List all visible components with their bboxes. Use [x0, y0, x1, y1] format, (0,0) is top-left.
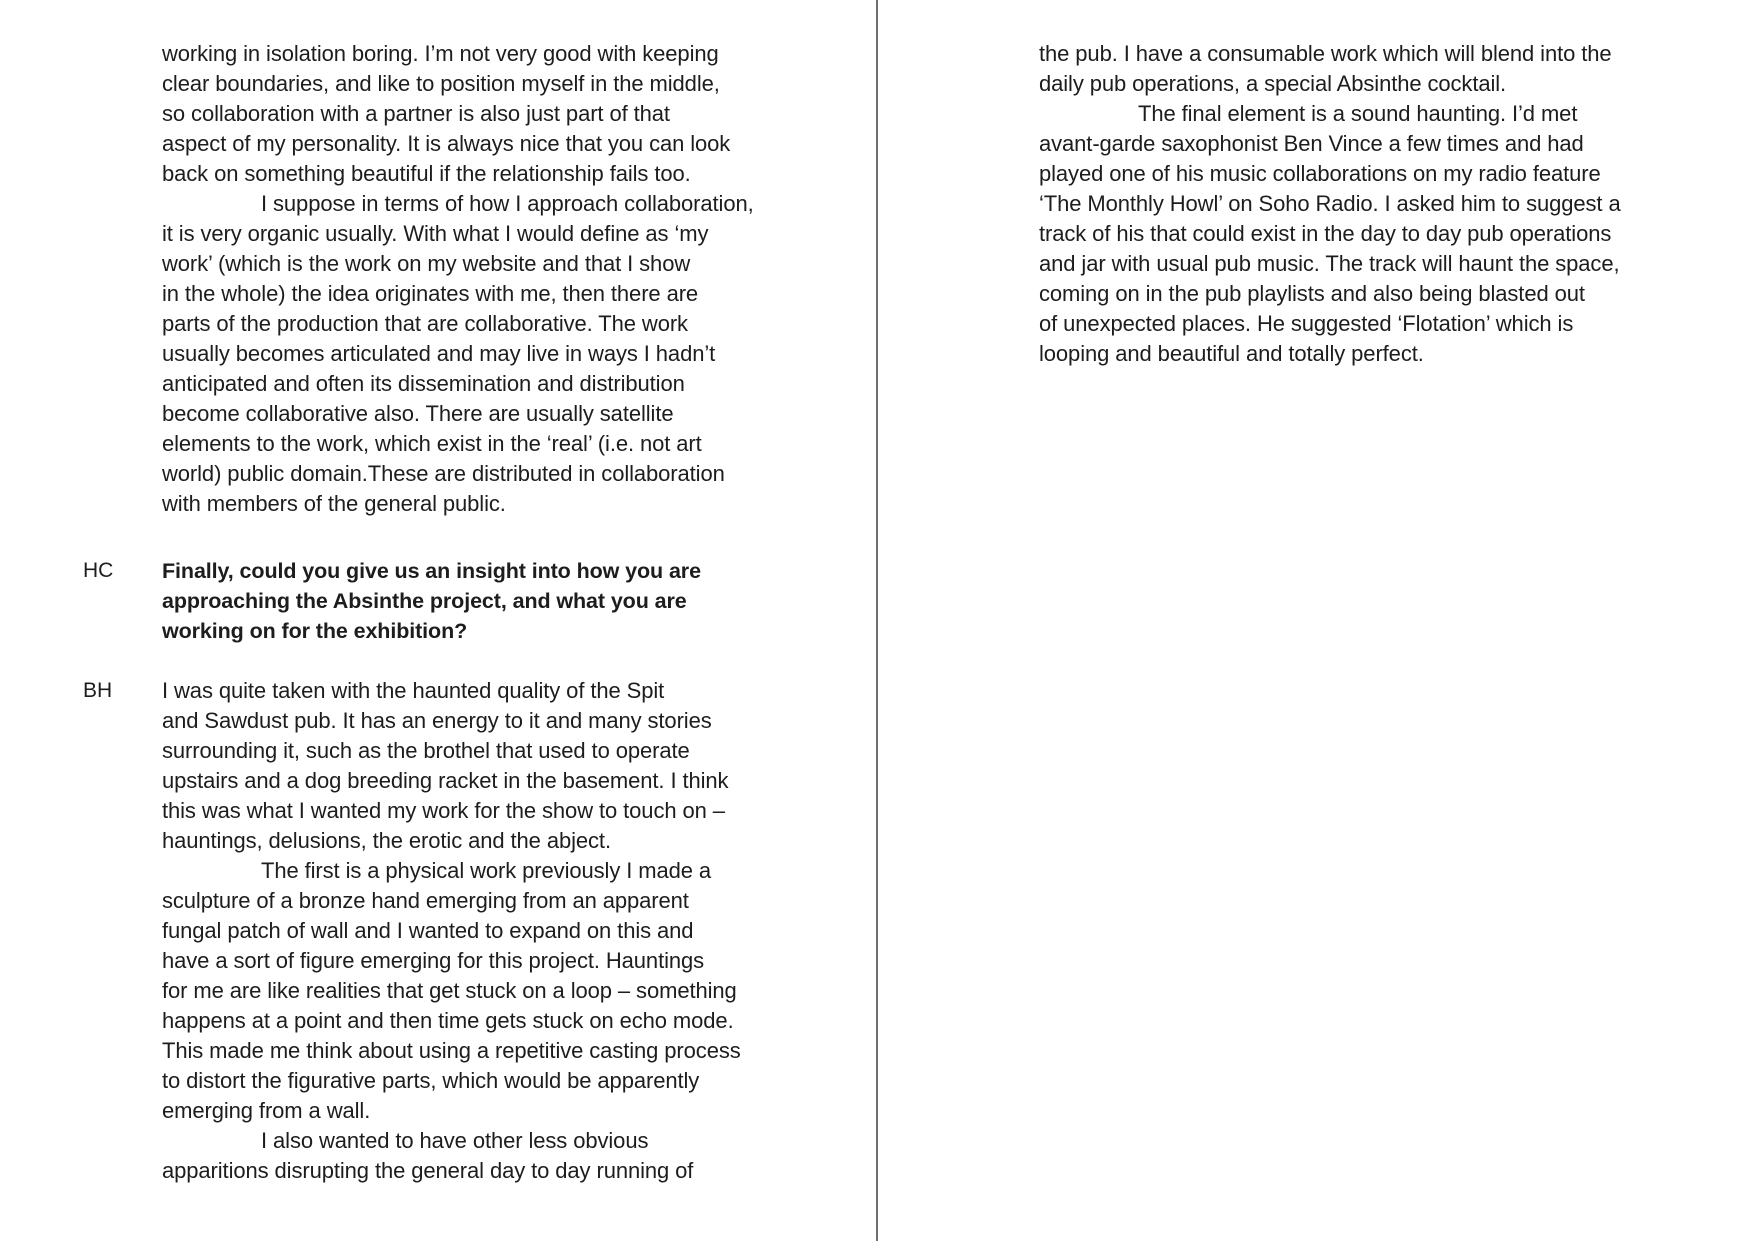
body-line: track of his that could exist in the day to day pub operations	[1039, 221, 1612, 246]
body-line: ‘The Monthly Howl’ on Soho Radio. I asked him to suggest a	[1039, 191, 1621, 216]
answer-line: I was quite taken with the haunted quality of the Spit	[162, 678, 665, 703]
answer-line: this was what I wanted my work for the show to touch on –	[162, 798, 725, 823]
body-line: avant-garde saxophonist Ben Vince a few times and had	[1039, 131, 1584, 156]
body-line: of unexpected places. He suggested ‘Flotation’ which is	[1039, 311, 1574, 336]
answer-line: sculpture of a bronze hand emerging from an apparent	[162, 888, 689, 913]
body-line: so collaboration with a partner is also just part of that	[162, 101, 670, 126]
body-line: the pub. I have a consumable work which will blend into the	[1039, 41, 1612, 66]
body-line: working in isolation boring. I’m not very good with keeping	[162, 41, 719, 66]
body-line: work’ (which is the work on my website and that I show	[162, 251, 691, 276]
body-line: daily pub operations, a special Absinthe cocktail.	[1039, 71, 1507, 96]
answer-line: This made me think about using a repetitive casting process	[162, 1038, 741, 1063]
body-line: The final element is a sound haunting. I’d met	[1138, 101, 1578, 126]
answer-line: The first is a physical work previously I made a	[261, 858, 712, 883]
body-line: looping and beautiful and totally perfect.	[1039, 341, 1424, 366]
body-line: become collaborative also. There are usually satellite	[162, 401, 674, 426]
body-line: aspect of my personality. It is always nice that you can look	[162, 131, 731, 156]
body-line: with members of the general public.	[162, 491, 506, 516]
body-line: it is very organic usually. With what I would define as ‘my	[162, 221, 709, 246]
body-line: clear boundaries, and like to position myself in the middle,	[162, 71, 720, 96]
body-line: and jar with usual pub music. The track will haunt the space,	[1039, 251, 1620, 276]
answer-line: happens at a point and then time gets stuck on echo mode.	[162, 1008, 734, 1033]
answer-line: have a sort of figure emerging for this project. Hauntings	[162, 948, 705, 973]
answer-line: hauntings, delusions, the erotic and the abject.	[162, 828, 611, 853]
right-page	[878, 0, 1749, 1241]
body-line: world) public domain.These are distributed in collaboration	[162, 461, 725, 486]
answer-line: surrounding it, such as the brothel that used to operate	[162, 738, 690, 763]
question-line: approaching the Absinthe project, and what you are	[162, 589, 687, 613]
body-line: I suppose in terms of how I approach collaboration,	[261, 191, 754, 216]
answer-line: apparitions disrupting the general day to day running of	[162, 1158, 694, 1183]
speaker-label-hc: HC	[83, 559, 114, 582]
answer-line: emerging from a wall.	[162, 1098, 371, 1123]
question-line: working on for the exhibition?	[162, 619, 468, 643]
answer-line: for me are like realities that get stuck on a loop – something	[162, 978, 737, 1003]
question-line: Finally, could you give us an insight into how you are	[162, 559, 701, 583]
answer-line: and Sawdust pub. It has an energy to it and many stories	[162, 708, 712, 733]
answer-line: upstairs and a dog breeding racket in the basement. I think	[162, 768, 729, 793]
answer-line: fungal patch of wall and I wanted to expand on this and	[162, 918, 694, 943]
body-line: in the whole) the idea originates with me, then there are	[162, 281, 699, 306]
body-line: elements to the work, which exist in the ‘real’ (i.e. not art	[162, 431, 702, 456]
answer-line: to distort the figurative parts, which would be apparently	[162, 1068, 700, 1093]
body-line: anticipated and often its dissemination and distribution	[162, 371, 685, 396]
body-line: coming on in the pub playlists and also being blasted out	[1039, 281, 1585, 306]
body-line: parts of the production that are collaborative. The work	[162, 311, 688, 336]
body-line: usually becomes articulated and may live in ways I hadn’t	[162, 341, 716, 366]
body-line: back on something beautiful if the relationship fails too.	[162, 161, 691, 186]
answer-line: I also wanted to have other less obvious	[261, 1128, 649, 1153]
body-line: played one of his music collaborations on my radio feature	[1039, 161, 1601, 186]
speaker-label-bh: BH	[83, 679, 113, 702]
